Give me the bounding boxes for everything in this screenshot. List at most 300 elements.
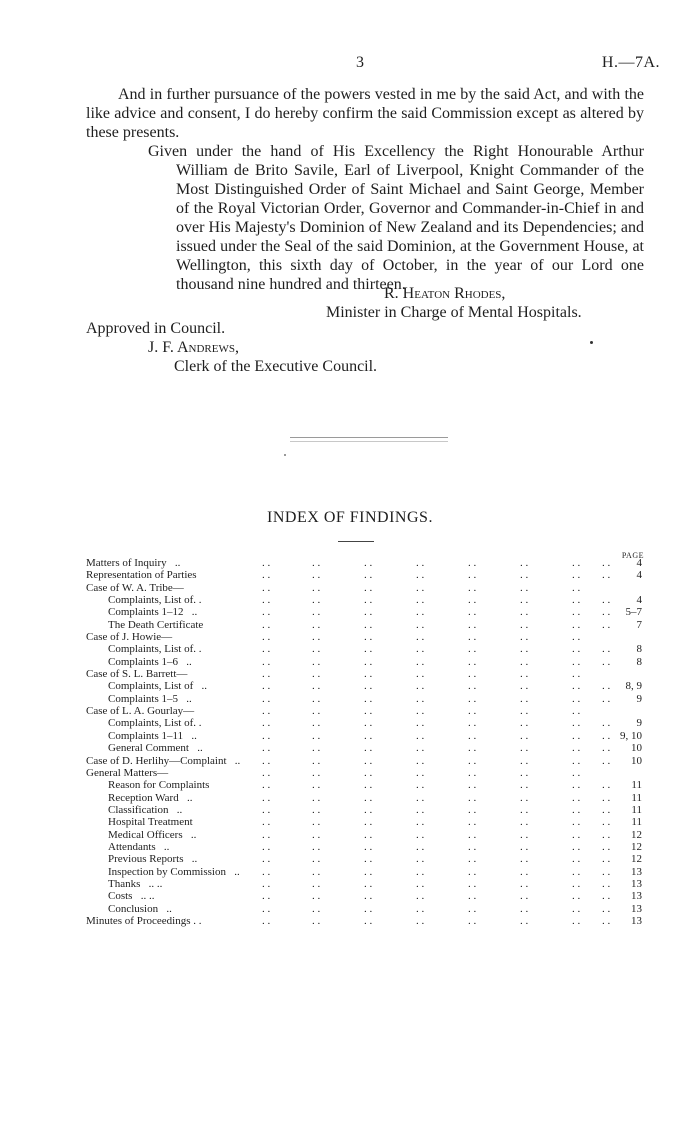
index-entry: [86, 890, 642, 902]
leader-dots: . .: [364, 754, 373, 767]
leader-dots: . .: [312, 828, 321, 841]
index-entry: [86, 792, 642, 804]
leader-dots: . .: [468, 902, 477, 915]
leader-dots: . .: [602, 914, 611, 927]
leader-dots: . .: [262, 766, 271, 779]
leader-dots: . .: [602, 742, 611, 755]
clerk-signature: J. F. Andrews,: [148, 339, 239, 356]
leader-dots: . .: [602, 618, 611, 631]
leader-dots: . .: [364, 803, 373, 816]
leader-dots: . .: [416, 594, 425, 607]
leader-dots: . .: [416, 742, 425, 755]
leader-dots: . .: [520, 594, 529, 607]
leader-dots: . .: [572, 779, 581, 792]
index-entry-page: 11: [631, 779, 642, 792]
index-entry-label: Complaints, List of. .: [108, 717, 202, 730]
leader-dots: . .: [312, 742, 321, 755]
index-entry-label: Case of W. A. Tribe—: [86, 581, 184, 594]
index-entry-label: Conclusion ..: [108, 902, 172, 915]
leader-dots: . .: [602, 754, 611, 767]
leader-dots: . .: [416, 791, 425, 804]
leader-dots: . .: [572, 754, 581, 767]
index-entry-label: General Comment ..: [108, 742, 203, 755]
leader-dots: . .: [416, 816, 425, 829]
leader-dots: . .: [468, 717, 477, 730]
index-entry: [86, 656, 642, 668]
leader-dots: . .: [262, 865, 271, 878]
leader-dots: . .: [602, 680, 611, 693]
leader-dots: . .: [262, 890, 271, 903]
leader-dots: . .: [416, 779, 425, 792]
leader-dots: . .: [602, 840, 611, 853]
leader-dots: . .: [364, 791, 373, 804]
index-entry: [86, 631, 642, 643]
index-entry-page: 4: [636, 557, 642, 569]
leader-dots: . .: [572, 705, 581, 718]
leader-dots: . .: [364, 631, 373, 644]
leader-dots: . .: [602, 902, 611, 915]
leader-dots: . .: [262, 557, 271, 569]
leader-dots: . .: [262, 840, 271, 853]
leader-dots: . .: [520, 914, 529, 927]
page-number: 3: [356, 54, 364, 71]
index-entry: [86, 866, 642, 878]
index-entry-label: Minutes of Proceedings . .: [86, 914, 202, 927]
leader-dots: . .: [468, 816, 477, 829]
leader-dots: . .: [364, 865, 373, 878]
leader-dots: . .: [364, 840, 373, 853]
leader-dots: . .: [416, 581, 425, 594]
leader-dots: . .: [416, 717, 425, 730]
leader-dots: . .: [468, 865, 477, 878]
page-column-header: PAGE: [621, 551, 644, 560]
leader-dots: . .: [468, 655, 477, 668]
leader-dots: . .: [602, 828, 611, 841]
index-entry-page: 12: [631, 853, 642, 866]
leader-dots: . .: [364, 877, 373, 890]
leader-dots: . .: [364, 742, 373, 755]
leader-dots: . .: [602, 853, 611, 866]
index-entry-page: 12: [631, 828, 642, 841]
leader-dots: . .: [602, 890, 611, 903]
index-entry: [86, 582, 642, 594]
index-entry-page: 8: [636, 643, 642, 656]
leader-dots: . .: [602, 791, 611, 804]
leader-dots: . .: [364, 828, 373, 841]
leader-dots: . .: [468, 680, 477, 693]
leader-dots: . .: [572, 902, 581, 915]
leader-dots: . .: [312, 914, 321, 927]
leader-dots: . .: [364, 779, 373, 792]
leader-dots: . .: [520, 655, 529, 668]
index-entry: [86, 853, 642, 865]
leader-dots: . .: [312, 779, 321, 792]
leader-dots: . .: [262, 828, 271, 841]
index-entry: [86, 619, 642, 631]
index-entry-label: Complaints, List of ..: [108, 680, 207, 693]
leader-dots: . .: [364, 557, 373, 569]
leader-dots: . .: [364, 902, 373, 915]
leader-dots: . .: [572, 680, 581, 693]
index-entry: [86, 680, 642, 692]
leader-dots: . .: [262, 729, 271, 742]
section-divider: [290, 437, 448, 438]
leader-dots: . .: [262, 668, 271, 681]
index-entry: [86, 903, 642, 915]
index-entry-page: 9: [636, 717, 642, 730]
index-entry-page: 13: [631, 890, 642, 903]
leader-dots: . .: [312, 705, 321, 718]
index-of-findings: [86, 557, 642, 927]
leader-dots: . .: [262, 569, 271, 582]
leader-dots: . .: [364, 581, 373, 594]
index-entry-page: 8: [636, 655, 642, 668]
clerk-title: Clerk of the Executive Council.: [174, 358, 378, 375]
index-entry-page: 7: [636, 618, 642, 631]
leader-dots: . .: [262, 643, 271, 656]
index-entry-label: Medical Officers ..: [108, 828, 197, 841]
leader-dots: . .: [602, 692, 611, 705]
leader-dots: . .: [572, 853, 581, 866]
leader-dots: . .: [572, 581, 581, 594]
index-entry-page: 10: [631, 742, 642, 755]
leader-dots: . .: [416, 877, 425, 890]
leader-dots: . .: [312, 853, 321, 866]
title-rule: [338, 541, 374, 542]
leader-dots: . .: [312, 557, 321, 569]
leader-dots: . .: [364, 705, 373, 718]
leader-dots: . .: [602, 816, 611, 829]
leader-dots: . .: [520, 717, 529, 730]
leader-dots: . .: [312, 840, 321, 853]
leader-dots: . .: [602, 779, 611, 792]
leader-dots: . .: [572, 803, 581, 816]
leader-dots: . .: [312, 581, 321, 594]
index-entry: [86, 829, 642, 841]
index-entry-label: General Matters—: [86, 766, 169, 779]
leader-dots: . .: [416, 668, 425, 681]
leader-dots: . .: [262, 705, 271, 718]
leader-dots: . .: [520, 569, 529, 582]
leader-dots: . .: [312, 618, 321, 631]
leader-dots: . .: [416, 680, 425, 693]
leader-dots: . .: [468, 729, 477, 742]
index-entry: [86, 668, 642, 680]
index-entry: [86, 841, 642, 853]
index-entry: [86, 755, 642, 767]
leader-dots: . .: [468, 828, 477, 841]
leader-dots: . .: [312, 877, 321, 890]
leader-dots: . .: [520, 643, 529, 656]
leader-dots: . .: [312, 643, 321, 656]
leader-dots: . .: [572, 791, 581, 804]
index-entry: [86, 804, 642, 816]
leader-dots: . .: [312, 865, 321, 878]
index-entry-label: Complaints 1–12 ..: [108, 606, 198, 619]
leader-dots: . .: [262, 803, 271, 816]
index-entry-label: The Death Certificate: [108, 618, 204, 631]
index-entry: [86, 643, 642, 655]
leader-dots: . .: [468, 557, 477, 569]
leader-dots: . .: [602, 594, 611, 607]
leader-dots: . .: [312, 655, 321, 668]
leader-dots: . .: [520, 766, 529, 779]
leader-dots: . .: [468, 840, 477, 853]
leader-dots: . .: [520, 779, 529, 792]
leader-dots: . .: [262, 606, 271, 619]
leader-dots: . .: [520, 840, 529, 853]
leader-dots: . .: [602, 569, 611, 582]
index-entry-label: Complaints 1–6 ..: [108, 655, 192, 668]
leader-dots: . .: [468, 606, 477, 619]
leader-dots: . .: [520, 877, 529, 890]
leader-dots: . .: [572, 692, 581, 705]
leader-dots: . .: [312, 594, 321, 607]
index-entry-label: Case of J. Howie—: [86, 631, 173, 644]
leader-dots: . .: [364, 717, 373, 730]
leader-dots: . .: [364, 643, 373, 656]
leader-dots: . .: [416, 631, 425, 644]
index-entry: [86, 878, 642, 890]
index-entry-label: Previous Reports ..: [108, 853, 198, 866]
leader-dots: . .: [416, 729, 425, 742]
leader-dots: . .: [364, 766, 373, 779]
leader-dots: . .: [312, 717, 321, 730]
leader-dots: . .: [364, 655, 373, 668]
index-entry-label: Case of S. L. Barrett—: [86, 668, 188, 681]
leader-dots: . .: [312, 754, 321, 767]
leader-dots: . .: [572, 594, 581, 607]
leader-dots: . .: [416, 655, 425, 668]
leader-dots: . .: [468, 569, 477, 582]
leader-dots: . .: [520, 668, 529, 681]
leader-dots: . .: [468, 631, 477, 644]
leader-dots: . .: [468, 766, 477, 779]
leader-dots: . .: [572, 655, 581, 668]
leader-dots: . .: [364, 569, 373, 582]
leader-dots: . .: [262, 618, 271, 631]
index-entry-page: 10: [631, 754, 642, 767]
index-entry: [86, 742, 642, 754]
leader-dots: . .: [416, 914, 425, 927]
leader-dots: . .: [468, 692, 477, 705]
leader-dots: . .: [262, 717, 271, 730]
index-entry-label: Hospital Treatment: [108, 816, 193, 829]
leader-dots: . .: [416, 557, 425, 569]
leader-dots: . .: [602, 877, 611, 890]
leader-dots: . .: [262, 581, 271, 594]
leader-dots: . .: [520, 742, 529, 755]
index-entry-label: Complaints, List of. .: [108, 594, 202, 607]
leader-dots: . .: [520, 606, 529, 619]
leader-dots: . .: [468, 742, 477, 755]
leader-dots: . .: [312, 569, 321, 582]
leader-dots: . .: [572, 618, 581, 631]
leader-dots: . .: [416, 890, 425, 903]
index-entry-label: Complaints 1–5 ..: [108, 692, 192, 705]
leader-dots: . .: [262, 631, 271, 644]
index-entry: [86, 693, 642, 705]
leader-dots: . .: [262, 742, 271, 755]
index-entry: [86, 569, 642, 581]
leader-dots: . .: [572, 914, 581, 927]
index-entry-page: 11: [631, 791, 642, 804]
index-entry-page: 8, 9: [625, 680, 642, 693]
index-entry-label: Reason for Complaints: [108, 779, 210, 792]
leader-dots: . .: [312, 729, 321, 742]
minister-signature: R. Heaton Rhodes,: [384, 285, 506, 302]
leader-dots: . .: [468, 705, 477, 718]
index-entry-page: 4: [636, 569, 642, 582]
leader-dots: . .: [468, 618, 477, 631]
index-entry-page: 13: [631, 902, 642, 915]
leader-dots: . .: [520, 754, 529, 767]
index-entry: [86, 779, 642, 791]
leader-dots: . .: [468, 779, 477, 792]
index-entry: [86, 557, 642, 569]
leader-dots: . .: [312, 816, 321, 829]
leader-dots: . .: [602, 655, 611, 668]
leader-dots: . .: [572, 766, 581, 779]
leader-dots: . .: [262, 779, 271, 792]
leader-dots: . .: [602, 643, 611, 656]
leader-dots: . .: [572, 877, 581, 890]
index-entry: [86, 816, 642, 828]
leader-dots: . .: [572, 668, 581, 681]
leader-dots: . .: [520, 791, 529, 804]
leader-dots: . .: [572, 828, 581, 841]
leader-dots: . .: [520, 803, 529, 816]
leader-dots: . .: [364, 729, 373, 742]
index-entry-label: Complaints, List of. .: [108, 643, 202, 656]
leader-dots: . .: [520, 581, 529, 594]
leader-dots: . .: [312, 606, 321, 619]
index-entry-page: 12: [631, 840, 642, 853]
leader-dots: . .: [364, 668, 373, 681]
leader-dots: . .: [572, 717, 581, 730]
leader-dots: . .: [364, 890, 373, 903]
leader-dots: . .: [468, 594, 477, 607]
leader-dots: . .: [262, 914, 271, 927]
leader-dots: . .: [262, 902, 271, 915]
index-entry-label: Thanks .. ..: [108, 877, 163, 890]
leader-dots: . .: [416, 569, 425, 582]
index-entry-label: Case of D. Herlihy—Complaint ..: [86, 754, 241, 767]
leader-dots: . .: [416, 618, 425, 631]
stray-dot: [284, 454, 286, 456]
leader-dots: . .: [364, 914, 373, 927]
leader-dots: . .: [364, 594, 373, 607]
leader-dots: . .: [468, 791, 477, 804]
index-entry-label: Reception Ward ..: [108, 791, 193, 804]
index-entry-page: 11: [631, 803, 642, 816]
leader-dots: . .: [262, 594, 271, 607]
index-entry-label: Case of L. A. Gourlay—: [86, 705, 195, 718]
document-reference: H.—7A.: [601, 54, 660, 71]
leader-dots: . .: [572, 606, 581, 619]
leader-dots: . .: [520, 631, 529, 644]
leader-dots: . .: [520, 680, 529, 693]
index-entry-label: Classification ..: [108, 803, 183, 816]
paragraph-given-under-hand: Given under the hand of His Excellency the Right Honourable Arthur William de Brito Savile, Earl of Liverpool, Knight Commander of the Most Distinguished Order of Saint Michael and Saint George, Member of the Royal Victorian Order, Governor and Commander-in-Chief in and over His Majesty's Dominion of New Zealand and its Dependencies; and issued under the Seal of the said Dominion, at the Government House, at Wellington, this sixth day of October, in the year of our Lord one thousand nine hundred and thirteen.: [148, 143, 644, 293]
leader-dots: . .: [262, 791, 271, 804]
index-entry-label: Costs .. ..: [108, 890, 155, 903]
leader-dots: . .: [572, 840, 581, 853]
index-entry-page: 9, 10: [620, 729, 642, 742]
leader-dots: . .: [520, 816, 529, 829]
leader-dots: . .: [312, 803, 321, 816]
leader-dots: . .: [416, 643, 425, 656]
leader-dots: . .: [572, 729, 581, 742]
leader-dots: . .: [520, 692, 529, 705]
paragraph-confirmation: And in further pursuance of the powers vested in me by the said Act, and with the like advice and consent, I do hereby confirm the said Commission except as altered by these presents.: [86, 86, 644, 141]
leader-dots: . .: [312, 890, 321, 903]
index-entry-page: 4: [636, 594, 642, 607]
leader-dots: . .: [416, 705, 425, 718]
index-entry: [86, 717, 642, 729]
leader-dots: . .: [572, 631, 581, 644]
index-entry-page: 13: [631, 865, 642, 878]
leader-dots: . .: [468, 643, 477, 656]
index-entry-label: Complaints 1–11 ..: [108, 729, 197, 742]
leader-dots: . .: [468, 914, 477, 927]
leader-dots: . .: [416, 853, 425, 866]
approved-in-council: Approved in Council.: [86, 320, 226, 337]
leader-dots: . .: [468, 668, 477, 681]
index-entry-page: 13: [631, 877, 642, 890]
leader-dots: . .: [364, 816, 373, 829]
leader-dots: . .: [312, 791, 321, 804]
leader-dots: . .: [602, 557, 611, 569]
leader-dots: . .: [262, 877, 271, 890]
leader-dots: . .: [468, 754, 477, 767]
leader-dots: . .: [364, 680, 373, 693]
minister-title: Minister in Charge of Mental Hospitals.: [326, 304, 582, 321]
index-entry: [86, 915, 642, 927]
leader-dots: . .: [364, 692, 373, 705]
index-entry-page: 5–7: [625, 606, 642, 619]
leader-dots: . .: [416, 803, 425, 816]
leader-dots: . .: [520, 828, 529, 841]
leader-dots: . .: [262, 692, 271, 705]
leader-dots: . .: [602, 729, 611, 742]
leader-dots: . .: [602, 606, 611, 619]
leader-dots: . .: [520, 729, 529, 742]
index-entry-page: 9: [636, 692, 642, 705]
leader-dots: . .: [468, 581, 477, 594]
leader-dots: . .: [416, 754, 425, 767]
index-entry: [86, 767, 642, 779]
leader-dots: . .: [312, 631, 321, 644]
leader-dots: . .: [572, 816, 581, 829]
index-entry-label: Inspection by Commission ..: [108, 865, 240, 878]
leader-dots: . .: [602, 865, 611, 878]
leader-dots: . .: [262, 680, 271, 693]
leader-dots: . .: [520, 557, 529, 569]
index-entry-label: Matters of Inquiry ..: [86, 557, 181, 569]
leader-dots: . .: [262, 816, 271, 829]
index-entry-label: Representation of Parties: [86, 569, 197, 582]
index-entry: [86, 594, 642, 606]
leader-dots: . .: [572, 742, 581, 755]
leader-dots: . .: [520, 865, 529, 878]
leader-dots: . .: [602, 803, 611, 816]
leader-dots: . .: [312, 680, 321, 693]
leader-dots: . .: [468, 803, 477, 816]
leader-dots: . .: [520, 705, 529, 718]
leader-dots: . .: [364, 606, 373, 619]
leader-dots: . .: [364, 853, 373, 866]
